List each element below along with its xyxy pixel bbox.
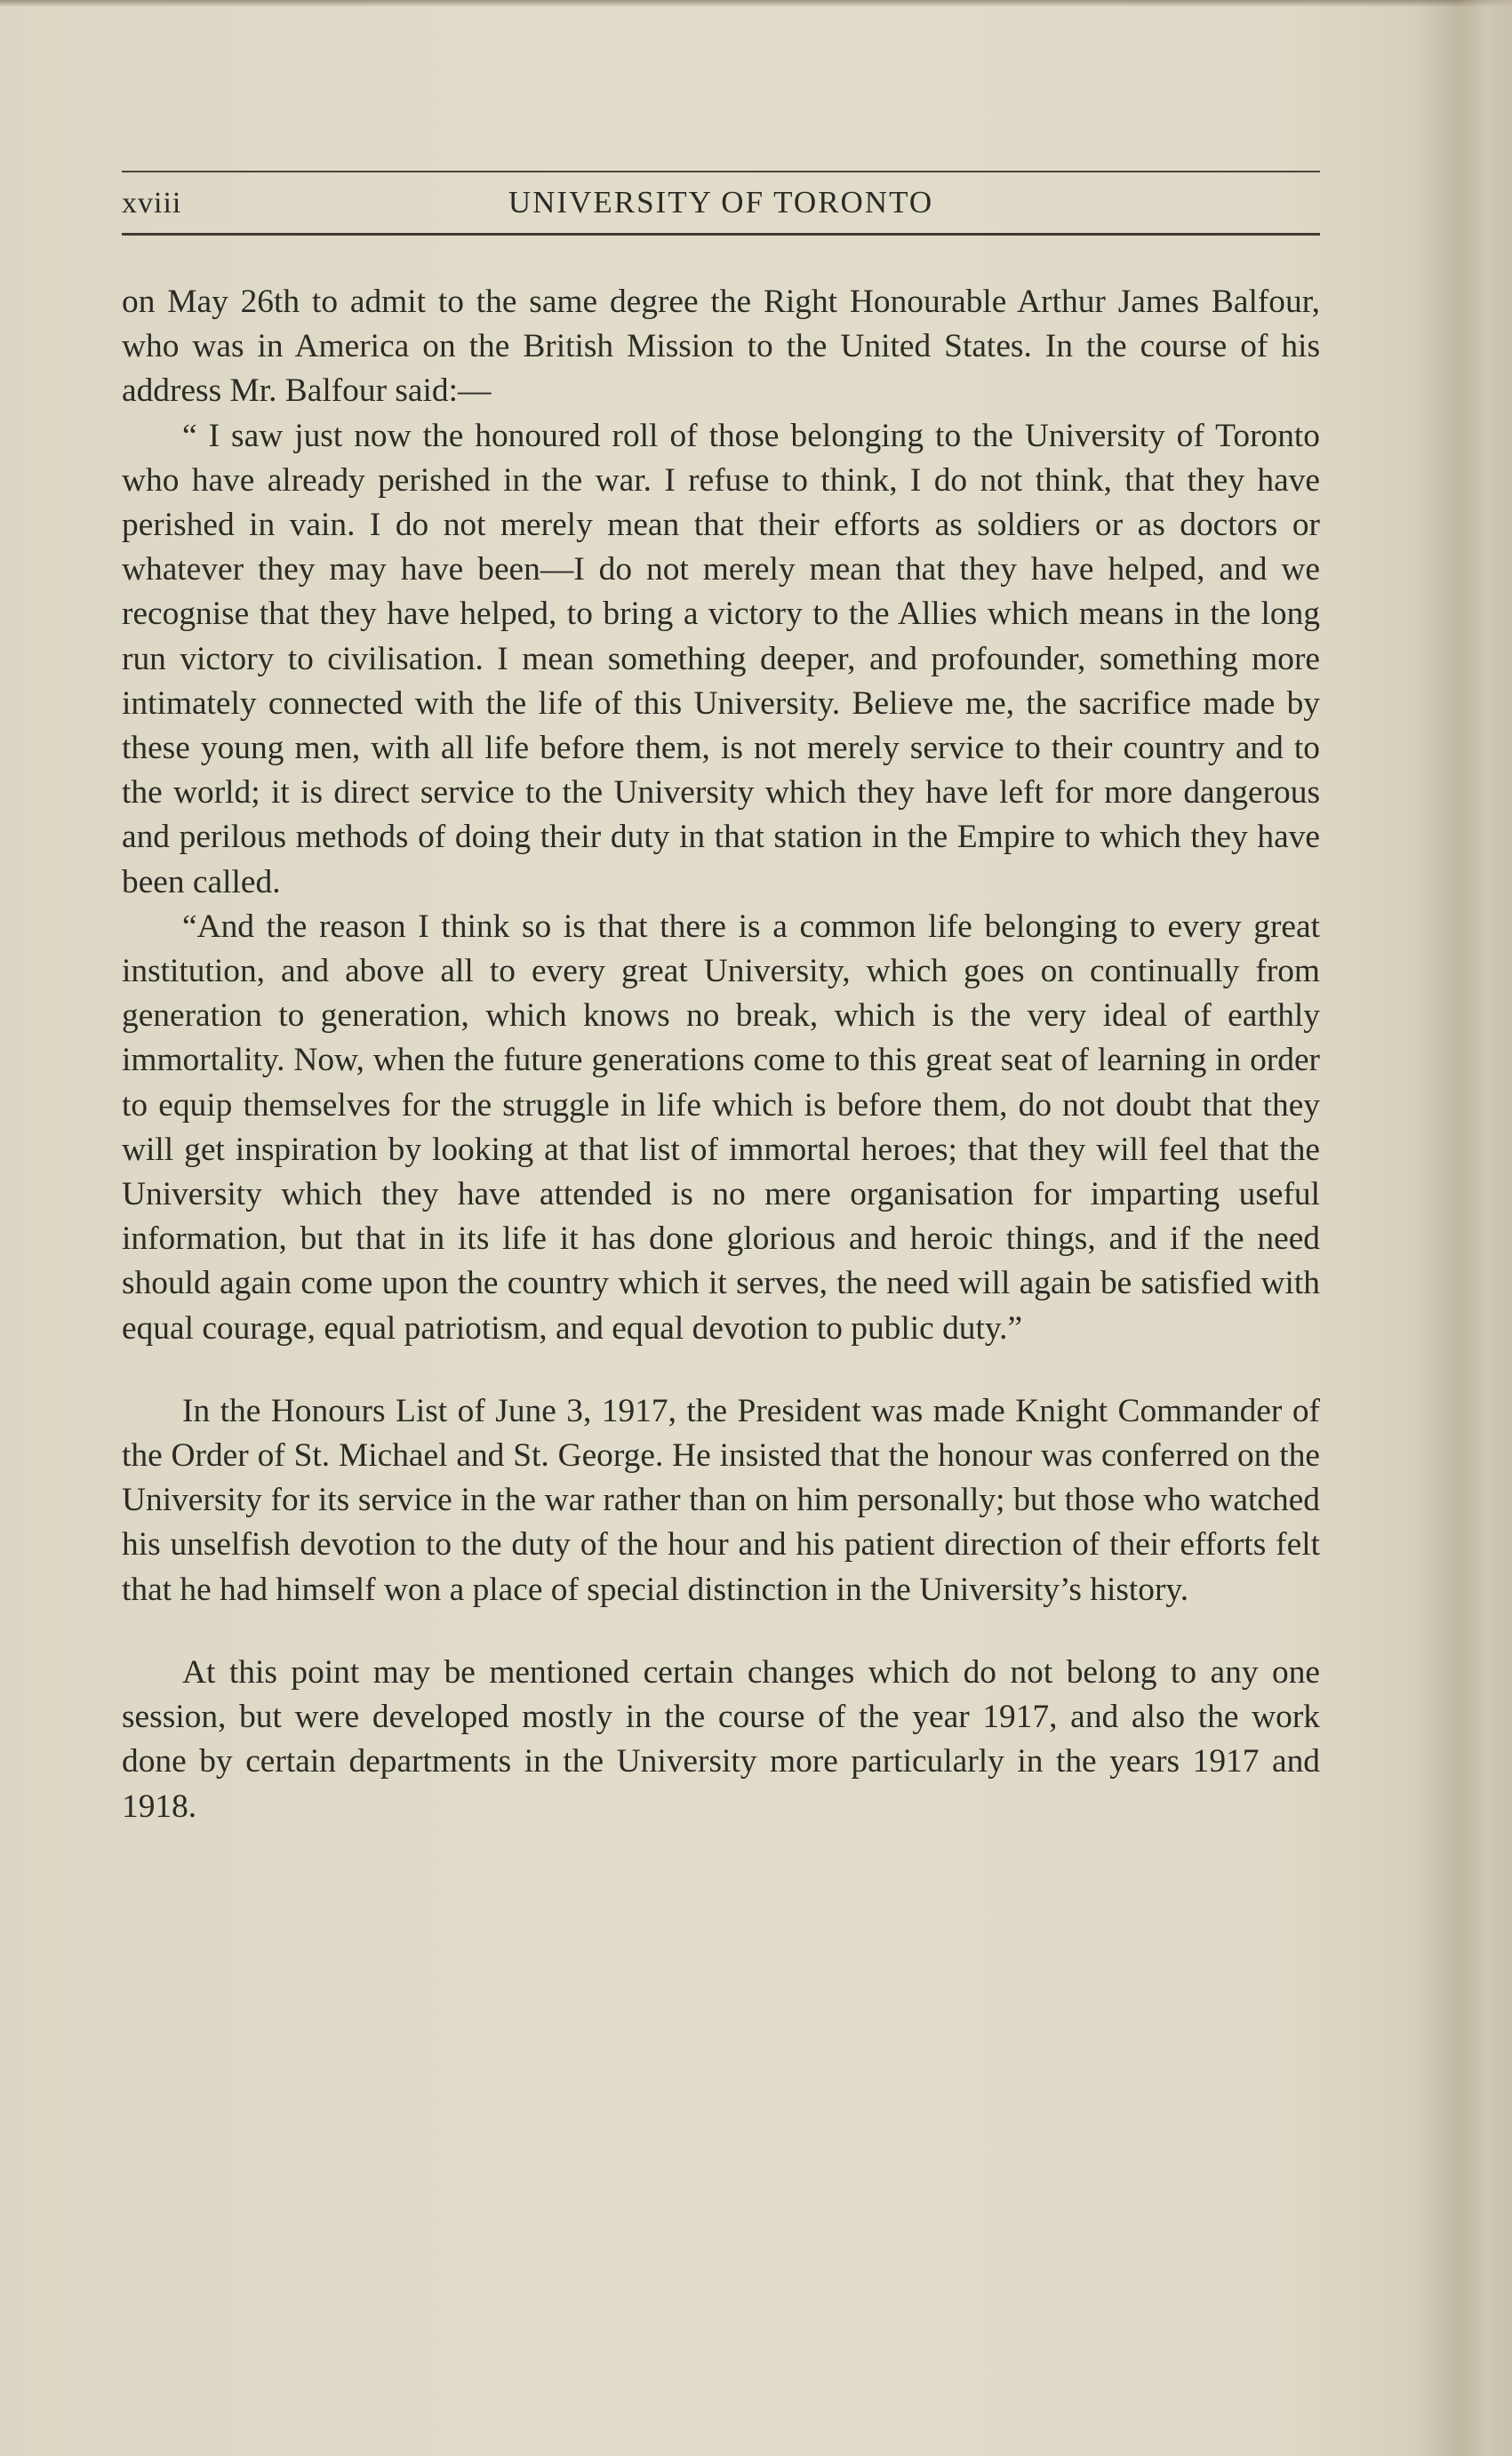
header-rule-bottom [122, 233, 1320, 236]
body-text [122, 280, 1320, 1829]
running-header [122, 171, 1320, 242]
header-rule-top [122, 171, 1320, 172]
page-binding-shadow [1414, 0, 1512, 2456]
paragraph-2-quote: “ I saw just now the honoured roll of those belonging to the University of Toronto who have already perished in the war. I refuse to think, I do not think, that they have perished in vain. I do not merely mean that their efforts as soldiers or as doctors or whatever they may have been—I do not merely mean that they have helped, and we recognise that they have helped, to bring a victory to the Allies which means in the long run victory to civilisation. I mean something deeper, and profounder, something more intimately connected with the life of this University. Believe me, the sacrifice made by these young men, with all life before them, is not merely service to their country and to the world; it is direct service to the University which they have left for more dangerous and perilous methods of doing their duty in that station in the Empire to which they have been called. [122, 417, 1320, 900]
paragraph-5-changes: At this point may be mentioned certain changes which do not belong to any one session, but were developed mostly in the course of the year 1917, and also the work done by certain departments in the University more particularly in the years 1917 and 1918. [122, 1653, 1320, 1825]
page-top-edge [0, 0, 1512, 7]
page-number: xviii [122, 187, 182, 220]
running-title: UNIVERSITY OF TORONTO [508, 185, 934, 220]
paragraph-4-honours: In the Honours List of June 3, 1917, the President was made Knight Commander of the Order of St. Michael and St. George. He insisted that the honour was conferred on the University for its service in the war rather than on him personally; but those who watched his unselfish devotion to the duty of the hour and his patient direction of their efforts felt that he had himself won a place of special distinction in the University’s history. [122, 1392, 1320, 1608]
paragraph-1: on May 26th to admit to the same degree the Right Honourable Arthur James Balfour, who was in America on the British Mission to the United States. In the course of his address Mr. Balfour said:— [122, 284, 1320, 410]
paragraph-3-quote: “And the reason I think so is that there is a common life belonging to every great institution, and above all to every great University, which goes on continually from generation to generation, which knows no break, which is the very ideal of earthly immortality. Now, when the future generations come to this great seat of learning in order to equip themselves for the struggle in life which is before them, do not doubt that they will get inspiration by looking at that list of immortal heroes; that they will feel that the University which they have attended is no mere organisation for imparting useful information, but that in its life it has done glorious and heroic things, and if the need should again come upon the country which it serves, the need will again be satisfied with equal courage, equal patriotism, and equal devotion to public duty.” [122, 908, 1320, 1347]
